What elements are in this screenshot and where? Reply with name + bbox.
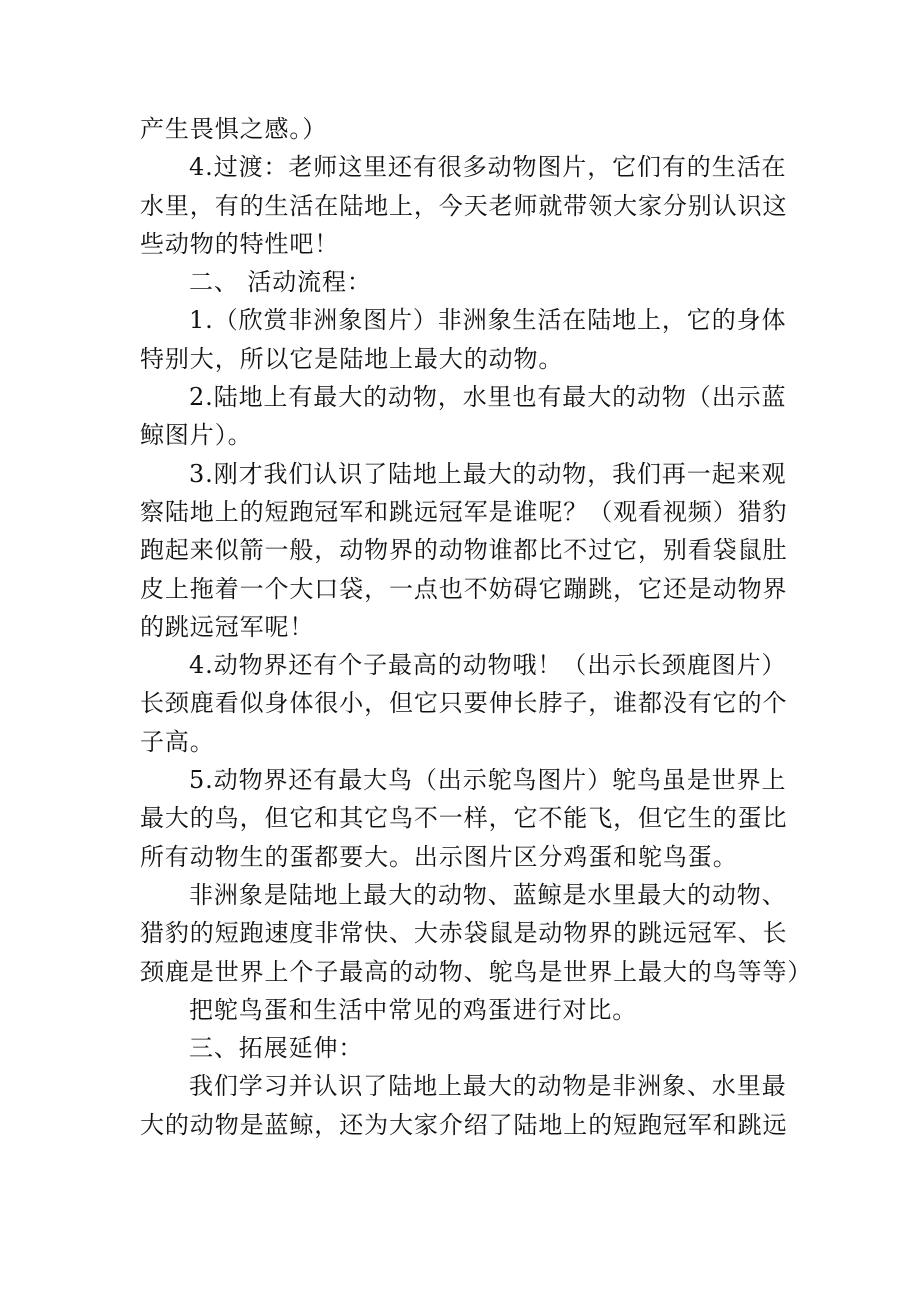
text-line: 三、拓展延伸： (189, 1034, 364, 1063)
text-line: 4.动物界还有个子最高的动物哦！（出示长颈鹿图片） (189, 651, 787, 680)
text-line: 2.陆地上有最大的动物，水里也有最大的动物（出示蓝 (189, 383, 787, 412)
text-line: 所有动物生的蛋都要大。出示图片区分鸡蛋和鸵鸟蛋。 (140, 842, 738, 871)
text-line: 产生畏惧之感。） (140, 115, 328, 143)
text-line: 特别大，所以它是陆地上最大的动物。 (140, 344, 564, 373)
text-line: 3.刚才我们认识了陆地上最大的动物，我们再一起来观 (189, 459, 787, 488)
text-line: 长颈鹿看似身体很小，但它只要伸长脖子，谁都没有它的个 (140, 689, 788, 718)
text-line: 跑起来似箭一般，动物界的动物谁都比不过它，别看袋鼠肚 (140, 536, 788, 565)
text-line: 5.动物界还有最大鸟（出示鸵鸟图片）鸵鸟虽是世界上 (189, 766, 787, 795)
text-line: 最大的鸟，但它和其它鸟不一样，它不能飞，但它生的蛋比 (140, 804, 788, 833)
document-body (140, 110, 813, 1144)
text-line: 水里，有的生活在陆地上，今天老师就带领大家分别认识这 (140, 191, 788, 220)
text-line: 察陆地上的短跑冠军和跳远冠军是谁呢？（观看视频）猎豹 (140, 497, 788, 526)
text-line: 皮上拖着一个大口袋，一点也不妨碍它蹦跳，它还是动物界 (140, 574, 788, 603)
text-line: 4.过渡：老师这里还有很多动物图片，它们有的生活在 (189, 153, 787, 182)
text-line: 1.（欣赏非洲象图片）非洲象生活在陆地上，它的身体 (189, 306, 787, 335)
text-line: 把鸵鸟蛋和生活中常见的鸡蛋进行对比。 (189, 995, 638, 1024)
text-line: 的跳远冠军呢！ (140, 612, 315, 641)
text-line: 二、 活动流程： (189, 268, 372, 297)
text-line: 些动物的特性吧！ (140, 229, 340, 258)
text-line: 子高。 (140, 727, 215, 756)
text-line: 颈鹿是世界上个子最高的动物、鸵鸟是世界上最大的鸟等等） (140, 957, 813, 986)
text-line: 非洲象是陆地上最大的动物、蓝鲸是水里最大的动物、 (189, 880, 787, 909)
text-line: 大的动物是蓝鲸，还为大家介绍了陆地上的短跑冠军和跳远 (140, 1110, 788, 1139)
text-line: 鲸图片）。 (140, 421, 253, 450)
text-line: 猎豹的短跑速度非常快、大赤袋鼠是动物界的跳远冠军、长 (140, 919, 788, 948)
text-line: 我们学习并认识了陆地上最大的动物是非洲象、水里最 (189, 1072, 787, 1101)
